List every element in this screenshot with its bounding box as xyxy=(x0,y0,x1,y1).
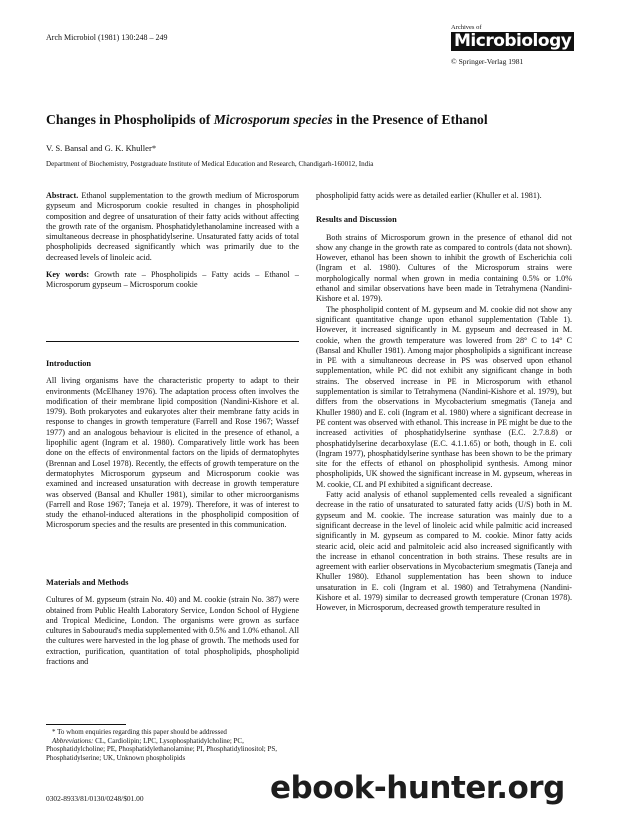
abstract-text: Ethanol supplementation to the growth medium of Microsporum gypseum and Microsporum cookie resulted in changes in phospholipid composition and degree of unsaturation of their fatty acids without affecting the growth rate of the organism. Phosphatidylethanolamine increased with a simultaneous decrease in phosphatidylserine. Unsaturated fatty acids of total phospholipids decreased significantly which was primarily due to the decreased levels of linoleic acid. xyxy=(46,191,299,262)
footnote-divider xyxy=(46,724,126,725)
journal-logo: Microbiology xyxy=(451,32,574,51)
introduction-heading: Introduction xyxy=(46,359,92,368)
results-column xyxy=(316,191,572,614)
abbreviations-text: CL, Cardiolipin; LPC, Lysophosphatidylcholine; PC, Phosphatidylcholine; PE, Phosphatidylethanolamine; PI, Phosphatidylinositol; PS, Phosphatidylserine; UK, Unknown phospholipids xyxy=(46,736,278,762)
abstract-divider xyxy=(46,341,299,342)
publisher-copyright: © Springer-Verlag 1981 xyxy=(451,57,524,66)
journal-prefix: Archives of xyxy=(451,24,482,31)
methods-section xyxy=(46,578,299,667)
correspondence-note: * To whom enquiries regarding this paper should be addressed xyxy=(52,728,227,736)
introduction-section xyxy=(46,359,299,531)
methods-text: Cultures of M. gypseum (strain No. 40) and M. cookie (strain No. 387) were obtained from Public Health Laboratory Service, London School of Hygiene and Tropical Medicine, London. The organisms were grown as surface cultures in Sabouraud's media supplemented with 0.5% and 1.0% ethanol. All the cultures were harvested in the log phase of growth. The methods used for extraction, purification, quantitation of total phospholipids, phospholipid fractions and xyxy=(46,595,299,667)
abstract xyxy=(46,191,299,291)
watermark-text: ebook-hunter.org xyxy=(270,770,565,806)
results-paragraph-2: The phospholipid content of M. gypseum and M. cookie did not show any significant quantitative change upon ethanol supplementation (Table 1). However, it increased significantly in M. gypseum and decreased in M. cookie, when the growth temperature was lowered from 28° C to 14° C (Bansal and Khuller 1981). Among major phospholipids a significant increase in PE with a simultaneous decrease in PS was observed upon ethanol supplementation, while PC did not exhibit any significant change in both strains. The observed increase in PE in Microsporum with ethanol supplementation is similar to Tetrahymena (Nandini-Kishore et al. 1979), but differs from the observations in Mycobacterium smegmatis (Taneja and Khuller 1980) and E. coli (Ingram et al. 1980) where a significant decrease in PE content was observed with ethanol. This increase in PE might be due to the increased activities of phosphatidylserine synthase (E.C. 2.7.8.8) or phosphatidylserine decarboxylase (E.C. 4.1.1.65) or both, though in E. coli (Ingram 1977), phosphatidylserine synthase has been shown to be the primary site for the effects of ethanol on phospholipid synthesis. Among minor phospholipids, UK showed the significant increase in M. gypseum, whereas in M. cookie, CL and PI exhibited a significant decrease. xyxy=(316,304,572,489)
keywords-label: Key words: xyxy=(46,270,90,280)
results-paragraph-3: Fatty acid analysis of ethanol supplemented cells revealed a significant decrease in the ratio of unsaturated to saturated fatty acids (U/S) both in M. gypseum and M. cookie. The increase saturation was mainly due to a significant decrease in the level of linoleic acid while palmitic acid increased significantly in M. gypseum as compared to M. cookie. Minor fatty acids stearic acid, oleic acid and palmitoleic acid also increased significantly with the increase in ethanol concentration in both strains. These results are in agreement with earlier observations in Mycobacterium smegmatis (Taneja and Khuller 1980). Ethanol supplementation has been shown to induce unsaturation in E. coli (Ingram et al. 1980) and Tetrahymena (Nandini-Kishore et al. 1979) similar to decreased growth temperature (Cronan 1978). However, in Microsporum, decreased growth temperature resulted in xyxy=(316,490,572,613)
footnote xyxy=(46,728,299,762)
abbreviations-label: Abbreviations: xyxy=(52,736,94,745)
journal-citation: Arch Microbiol (1981) 130:248 – 249 xyxy=(46,33,168,42)
article-authors: V. S. Bansal and G. K. Khuller* xyxy=(46,143,157,153)
article-title: Changes in Phospholipids of Microsporum species in the Presence of Ethanol xyxy=(46,112,488,127)
article-affiliation: Department of Biochemistry, Postgraduate Institute of Medical Education and Research, Chandigarh-160012, India xyxy=(46,160,374,168)
introduction-text: All living organisms have the characteristic property to adapt to their environments (McElhaney 1976). The adaptation process often involves the modification of their membrane lipid composition (Nandini-Kishore et al. 1979). Both prokaryotes and eukaryotes alter their membrane fatty acids in response to changes in growth temperature (Farrell and Rose 1967; Wassef 1977) and an analogous behaviour is elicited in the presence of ethanol, a lipophilic agent (Ingram et al. 1980). Comparatively little work has been done on the effects of environmental factors on the lipids of dermatophytes (Brennan and Losel 1978). Recently, the effects of growth temperature on the dermatophytes Microsporum gypseum and Microsporum cookie was examined and increased unsaturation with decrease in growth temperature was observed (Bansal and Khuller 1981), similar to other microorganisms (Farrell and Rose 1967; Taneja et al. 1979). Therefore, it was of interest to study the ethanol-induced alterations in the phospholipid composition of Microsporum species and the results are presented in this communication. xyxy=(46,376,299,530)
methods-continuation: phospholipid fatty acids were as detailed earlier (Khuller et al. 1981). xyxy=(316,191,542,200)
results-paragraph-1: Both strains of Microsporum grown in the presence of ethanol did not show any change in the growth rate as compared to controls (data not shown). However, ethanol has been shown to inhibit the growth of Escherichia coli (Ingram et al. 1980). Cultures of the Microsporum strains were morphologically normal when grown in media containing 0.5% or 1.0% ethanol and similar observations have been made in Tetrahymena (Nandini-Kishore et al. 1979). xyxy=(316,232,572,304)
journal-masthead xyxy=(451,24,572,66)
methods-heading: Materials and Methods xyxy=(46,578,129,587)
keywords-text: Growth rate – Phospholipids – Fatty acids – Ethanol – Microsporum gypseum – Microsporum cookie xyxy=(46,270,299,290)
abstract-label: Abstract. xyxy=(46,191,79,200)
issn-line: 0302-8933/81/0130/0248/$01.00 xyxy=(46,794,144,803)
results-heading: Results and Discussion xyxy=(316,215,397,225)
